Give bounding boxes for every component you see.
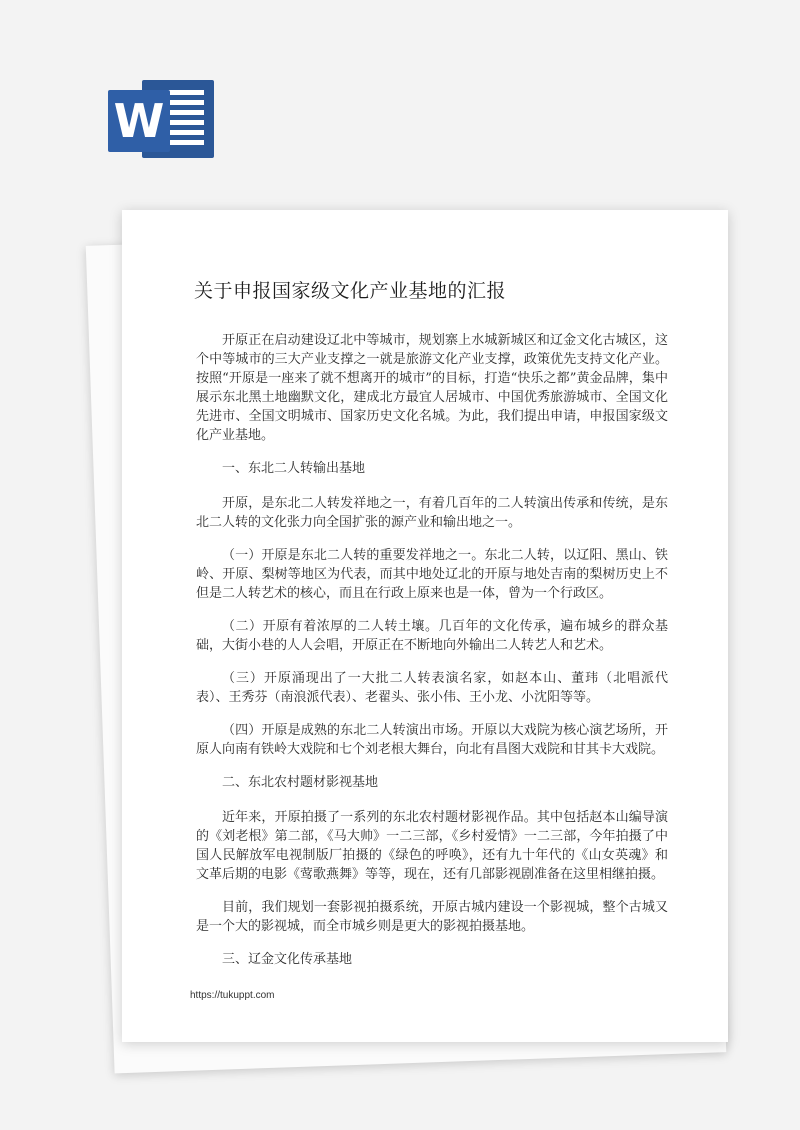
paragraph-point-1: （一）开原是东北二人转的重要发祥地之一。东北二人转，以辽阳、黑山、铁岭、开原、梨树等地区为代表，而其中地处辽北的开原与地处吉南的梨树历史上不但是二人转艺术的核心，而且在行政上原来也是一体，曾为一个行政区。	[196, 548, 668, 601]
paragraph-point-2: （二）开原有着浓厚的二人转土壤。几百年的文化传承，遍布城乡的群众基础，大街小巷的人人会唱，开原正在不断地向外输出二人转艺人和艺术。	[196, 619, 668, 653]
document-content	[196, 276, 668, 985]
section-heading-2: 二、东北农村题材影视基地	[222, 775, 379, 790]
section-heading-1: 一、东北二人转输出基地	[222, 461, 366, 476]
paragraph-section2-body: 近年来，开原拍摄了一系列的东北农村题材影视作品。其中包括赵本山编导演的《刘老根》第二部，《马大帅》一二三部，《乡村爱情》一二三部，今年拍摄了中国人民解放军电视制版厂拍摄的《绿色的呼唤》，还有九十年代的《山女英魂》和文革后期的电影《莺歌燕舞》等等，现在，还有几部影视剧准备在这里相继拍摄。	[196, 810, 668, 882]
paragraph-intro: 开原正在启动建设辽北中等城市，规划寨上水城新城区和辽金文化古城区，这个中等城市的三大产业支撑之一就是旅游文化产业支撑，政策优先支持文化产业。按照“开原是一座来了就不想离开的城市”的目标，打造“快乐之都”黄金品牌，集中展示东北黑土地幽默文化，建成北方最宜人居城市、中国优秀旅游城市、全国文化先进市、全国文明城市、国家历史文化名城。为此，我们提出申请，申报国家级文化产业基地。	[196, 333, 668, 443]
word-w-badge: W	[108, 90, 170, 152]
paragraph-section1-intro: 开原，是东北二人转发祥地之一，有着几百年的二人转演出传承和传统，是东北二人转的文化张力向全国扩张的源产业和输出地之一。	[196, 496, 668, 530]
section-heading-3: 三、辽金文化传承基地	[222, 952, 353, 967]
word-document-icon	[108, 78, 214, 160]
document-title: 关于申报国家级文化产业基地的汇报	[194, 280, 507, 302]
document-page	[122, 210, 728, 1042]
paragraph-point-4: （四）开原是成熟的东北二人转演出市场。开原以大戏院为核心演艺场所，开原人向南有铁岭大戏院和七个刘老根大舞台，向北有昌图大戏院和甘其卡大戏院。	[196, 723, 668, 757]
footer-url: https://tukuppt.com	[190, 990, 275, 1001]
paragraph-point-3: （三）开原涌现出了一大批二人转表演名家，如赵本山、董玮（北唱派代表）、王秀芬（南浪派代表）、老翟头、张小伟、王小龙、小沈阳等等。	[196, 671, 668, 705]
paragraph-section2-plan: 目前，我们规划一套影视拍摄系统，开原古城内建设一个影视城，整个古城又是一个大的影视城，而全市城乡则是更大的影视拍摄基地。	[196, 900, 668, 934]
